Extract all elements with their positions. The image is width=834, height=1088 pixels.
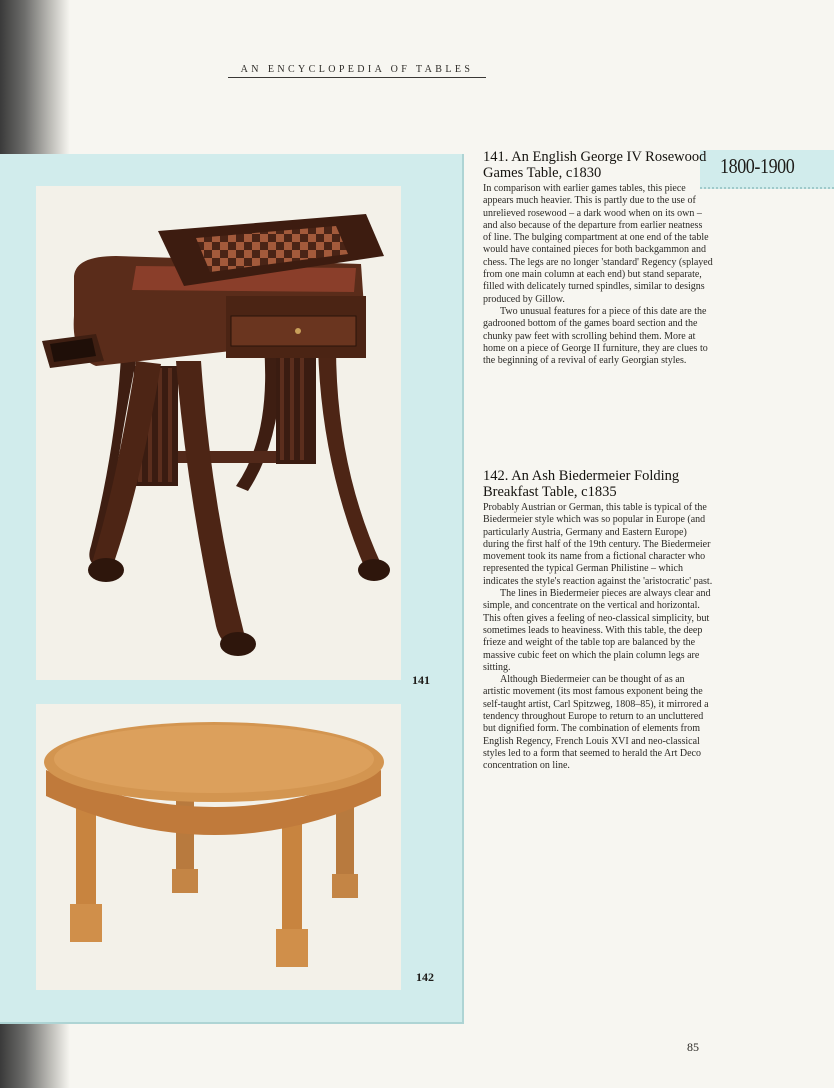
entry-142	[483, 468, 713, 773]
entry-paragraph: In comparison with earlier games tables, this piece appears much heavier. This is partly due to the use of unrelieved rosewood – a dark wood when on its own – and also because of the departure from earlier neatness of line. The bulging compartment at one end of the table would have contained pieces for both backgammon and chess. The legs are no longer 'standard' Regency (splayed from one main column at each end) but stand separate, filled with delicately turned spindles, similar to designs produced by Gillow.	[483, 183, 713, 305]
plate-141-photo	[36, 186, 401, 680]
plate-number-141: 141	[412, 673, 430, 687]
entry-paragraph: Two unusual features for a piece of this date are the gadrooned bottom of the games board section and the chunky paw feet with scrolling behind them. More at home on a piece of George II furniture, they are clues to the beginning of a revival of early Georgian styles.	[483, 305, 708, 367]
running-head: AN ENCYCLOPEDIA OF TABLES	[228, 64, 486, 78]
entry-paragraph: Probably Austrian or German, this table is typical of the Biedermeier style which was so popular in Europe (and particularly Austria, Germany and Eastern Europe) during the first half of the 19th century. The Biedermeier movement took its name from a fictional character who represented the typical German Philistine – which indicates the style's reaction against the 'aristocratic' past.	[483, 502, 713, 587]
entry-141	[483, 149, 713, 367]
plate-142-photo	[36, 704, 401, 990]
biedermeier-breakfast-table-illustration	[36, 704, 401, 990]
entry-title: 142. An Ash Biedermeier Folding Breakfast Table, c1835	[483, 468, 680, 500]
entry-paragraph: The lines in Biedermeier pieces are always clear and simple, and concentrate on the vertical and horizontal. This often gives a feeling of neo-classical simplicity, but sometimes leads to heaviness. With this table, the deep frieze and weight of the table top are balanced by the massive cubic feet on which the plain column legs are sitting.	[483, 588, 711, 673]
plate-number-142: 142	[416, 970, 434, 984]
era-label: 1800-1900	[720, 154, 795, 178]
entry-title: 141. An English George IV Rosewood Games Table, c1830	[483, 149, 707, 181]
page-number: 85	[687, 1040, 699, 1054]
entry-paragraph: Although Biedermeier can be thought of as an artistic movement (its most famous exponent being the self-taught artist, Carl Spitzweg, 1808–85), it mirrored a tendency throughout Europe to return to an uncluttered but dignified form. The combination of elements from English Regency, French Louis XVI and neo-classical styles led to a form that seemed to herald the Art Deco concentration on line.	[483, 674, 709, 772]
rosewood-games-table-illustration	[36, 186, 401, 680]
